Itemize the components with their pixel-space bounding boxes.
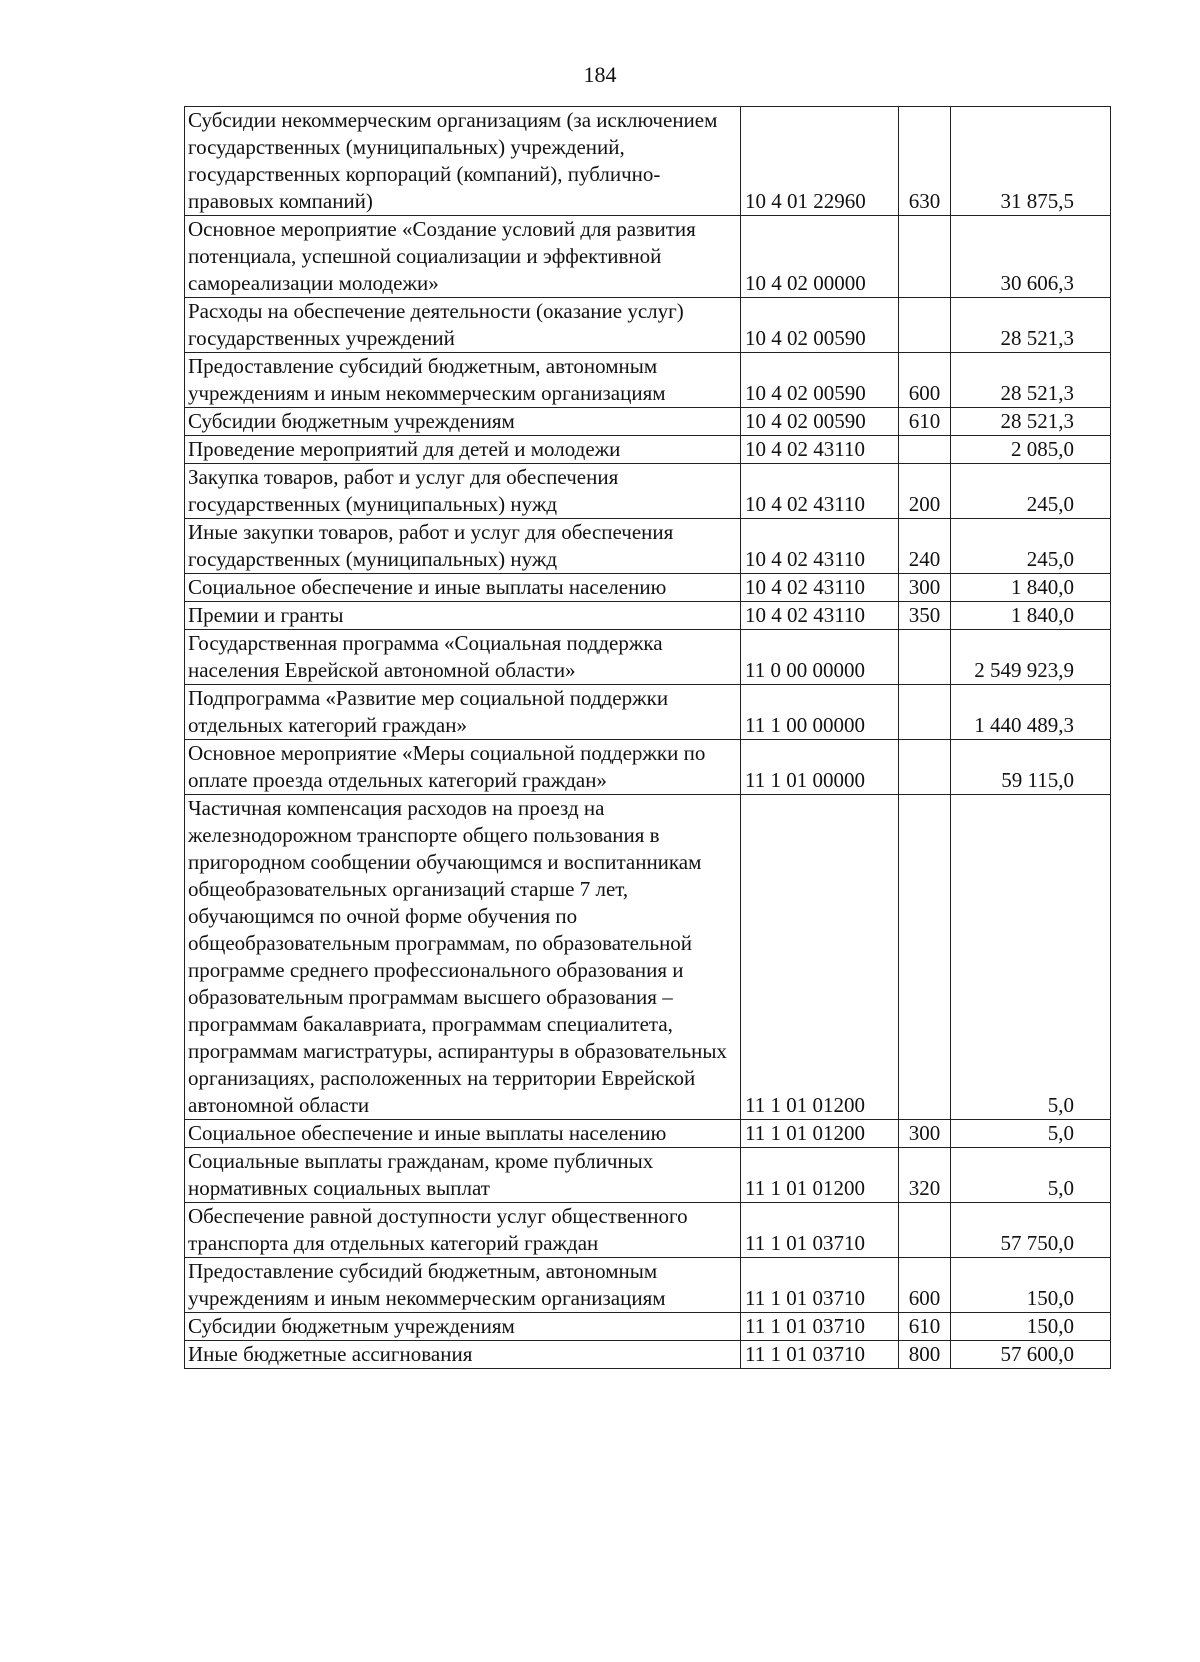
table-row bbox=[185, 1258, 1111, 1313]
row-amount-cell: 1 440 489,3 bbox=[951, 685, 1111, 740]
row-code-cell: 11 1 01 01200 bbox=[741, 795, 899, 1120]
row-type-cell bbox=[899, 685, 951, 740]
row-name-cell: Субсидии бюджетным учреждениям bbox=[185, 408, 741, 436]
row-amount-cell: 28 521,3 bbox=[951, 298, 1111, 353]
row-amount-cell: 245,0 bbox=[951, 519, 1111, 574]
row-amount-cell: 57 600,0 bbox=[951, 1341, 1111, 1369]
row-type-cell bbox=[899, 436, 951, 464]
row-code-cell: 10 4 02 00590 bbox=[741, 353, 899, 408]
row-amount-cell: 5,0 bbox=[951, 1120, 1111, 1148]
table-row bbox=[185, 464, 1111, 519]
row-amount-cell: 30 606,3 bbox=[951, 216, 1111, 298]
row-name-cell: Социальное обеспечение и иные выплаты населению bbox=[185, 574, 741, 602]
row-type-cell: 600 bbox=[899, 353, 951, 408]
table-row bbox=[185, 353, 1111, 408]
row-code-cell: 11 1 01 01200 bbox=[741, 1148, 899, 1203]
budget-table-body bbox=[185, 107, 1111, 1369]
row-name-cell: Иные закупки товаров, работ и услуг для обеспечения государственных (муниципальных) нужд bbox=[185, 519, 741, 574]
row-code-cell: 11 1 01 03710 bbox=[741, 1258, 899, 1313]
table-row bbox=[185, 1120, 1111, 1148]
row-name-cell: Основное мероприятие «Создание условий для развития потенциала, успешной социализации и эффективной самореализации молодежи» bbox=[185, 216, 741, 298]
table-row bbox=[185, 602, 1111, 630]
row-name-cell: Государственная программа «Социальная поддержка населения Еврейской автономной области» bbox=[185, 630, 741, 685]
row-code-cell: 10 4 02 43110 bbox=[741, 519, 899, 574]
row-code-cell: 11 1 01 00000 bbox=[741, 740, 899, 795]
row-type-cell: 800 bbox=[899, 1341, 951, 1369]
table-row bbox=[185, 795, 1111, 1120]
row-name-cell: Социальные выплаты гражданам, кроме публичных нормативных социальных выплат bbox=[185, 1148, 741, 1203]
row-amount-cell: 1 840,0 bbox=[951, 574, 1111, 602]
row-type-cell: 630 bbox=[899, 107, 951, 216]
row-type-cell bbox=[899, 298, 951, 353]
row-type-cell: 320 bbox=[899, 1148, 951, 1203]
row-amount-cell: 5,0 bbox=[951, 795, 1111, 1120]
row-type-cell bbox=[899, 740, 951, 795]
row-name-cell: Субсидии некоммерческим организациям (за исключением государственных (муниципальных) учреждений, государственных корпораций (компаний), публично-правовых компаний) bbox=[185, 107, 741, 216]
row-name-cell: Подпрограмма «Развитие мер социальной поддержки отдельных категорий граждан» bbox=[185, 685, 741, 740]
row-name-cell: Обеспечение равной доступности услуг общественного транспорта для отдельных категорий граждан bbox=[185, 1203, 741, 1258]
table-row bbox=[185, 685, 1111, 740]
row-type-cell: 350 bbox=[899, 602, 951, 630]
row-name-cell: Предоставление субсидий бюджетным, автономным учреждениям и иным некоммерческим организациям bbox=[185, 1258, 741, 1313]
table-row bbox=[185, 216, 1111, 298]
row-code-cell: 10 4 02 43110 bbox=[741, 602, 899, 630]
row-amount-cell: 59 115,0 bbox=[951, 740, 1111, 795]
budget-table bbox=[184, 106, 1111, 1369]
row-code-cell: 10 4 02 43110 bbox=[741, 464, 899, 519]
row-type-cell: 610 bbox=[899, 1313, 951, 1341]
table-row bbox=[185, 298, 1111, 353]
table-row bbox=[185, 1341, 1111, 1369]
row-type-cell: 300 bbox=[899, 1120, 951, 1148]
row-amount-cell: 28 521,3 bbox=[951, 353, 1111, 408]
table-row bbox=[185, 1203, 1111, 1258]
row-type-cell bbox=[899, 630, 951, 685]
row-type-cell: 240 bbox=[899, 519, 951, 574]
row-name-cell: Основное мероприятие «Меры социальной поддержки по оплате проезда отдельных категорий граждан» bbox=[185, 740, 741, 795]
row-code-cell: 10 4 02 00000 bbox=[741, 216, 899, 298]
row-code-cell: 11 1 01 03710 bbox=[741, 1341, 899, 1369]
row-amount-cell: 2 085,0 bbox=[951, 436, 1111, 464]
page-number: 184 bbox=[583, 62, 617, 87]
row-code-cell: 10 4 02 00590 bbox=[741, 408, 899, 436]
row-type-cell bbox=[899, 216, 951, 298]
row-amount-cell: 5,0 bbox=[951, 1148, 1111, 1203]
table-row bbox=[185, 740, 1111, 795]
row-amount-cell: 150,0 bbox=[951, 1313, 1111, 1341]
row-name-cell: Иные бюджетные ассигнования bbox=[185, 1341, 741, 1369]
row-name-cell: Премии и гранты bbox=[185, 602, 741, 630]
row-amount-cell: 150,0 bbox=[951, 1258, 1111, 1313]
row-code-cell: 11 1 01 03710 bbox=[741, 1203, 899, 1258]
row-amount-cell: 28 521,3 bbox=[951, 408, 1111, 436]
row-amount-cell: 245,0 bbox=[951, 464, 1111, 519]
row-code-cell: 11 0 00 00000 bbox=[741, 630, 899, 685]
row-code-cell: 11 1 01 03710 bbox=[741, 1313, 899, 1341]
row-type-cell: 200 bbox=[899, 464, 951, 519]
row-code-cell: 10 4 02 00590 bbox=[741, 298, 899, 353]
row-name-cell: Субсидии бюджетным учреждениям bbox=[185, 1313, 741, 1341]
row-code-cell: 10 4 01 22960 bbox=[741, 107, 899, 216]
row-type-cell bbox=[899, 795, 951, 1120]
row-amount-cell: 1 840,0 bbox=[951, 602, 1111, 630]
table-row bbox=[185, 107, 1111, 216]
row-name-cell: Проведение мероприятий для детей и молодежи bbox=[185, 436, 741, 464]
row-name-cell: Закупка товаров, работ и услуг для обеспечения государственных (муниципальных) нужд bbox=[185, 464, 741, 519]
table-row bbox=[185, 1148, 1111, 1203]
table-row bbox=[185, 519, 1111, 574]
row-name-cell: Расходы на обеспечение деятельности (оказание услуг) государственных учреждений bbox=[185, 298, 741, 353]
row-type-cell: 300 bbox=[899, 574, 951, 602]
row-code-cell: 10 4 02 43110 bbox=[741, 436, 899, 464]
row-type-cell: 610 bbox=[899, 408, 951, 436]
row-type-cell bbox=[899, 1203, 951, 1258]
table-row bbox=[185, 574, 1111, 602]
row-amount-cell: 57 750,0 bbox=[951, 1203, 1111, 1258]
table-row bbox=[185, 1313, 1111, 1341]
table-row bbox=[185, 630, 1111, 685]
row-name-cell: Социальное обеспечение и иные выплаты населению bbox=[185, 1120, 741, 1148]
row-name-cell: Частичная компенсация расходов на проезд на железнодорожном транспорте общего пользования в пригородном сообщении обучающимся и воспитанникам общеобразовательных организаций старше 7 лет, обучающимся по очной форме обучения по общеобразовательным программам, по образовательной программе среднего профессионального образования и образовательным программам высшего образования – программам бакалавриата, программам специалитета, программам магистратуры, аспирантуры в образовательных организациях, расположенных на территории Еврейской автономной области bbox=[185, 795, 741, 1120]
row-code-cell: 11 1 01 01200 bbox=[741, 1120, 899, 1148]
row-amount-cell: 2 549 923,9 bbox=[951, 630, 1111, 685]
table-row bbox=[185, 436, 1111, 464]
row-type-cell: 600 bbox=[899, 1258, 951, 1313]
table-row bbox=[185, 408, 1111, 436]
row-name-cell: Предоставление субсидий бюджетным, автономным учреждениям и иным некоммерческим организациям bbox=[185, 353, 741, 408]
row-amount-cell: 31 875,5 bbox=[951, 107, 1111, 216]
row-code-cell: 10 4 02 43110 bbox=[741, 574, 899, 602]
row-code-cell: 11 1 00 00000 bbox=[741, 685, 899, 740]
